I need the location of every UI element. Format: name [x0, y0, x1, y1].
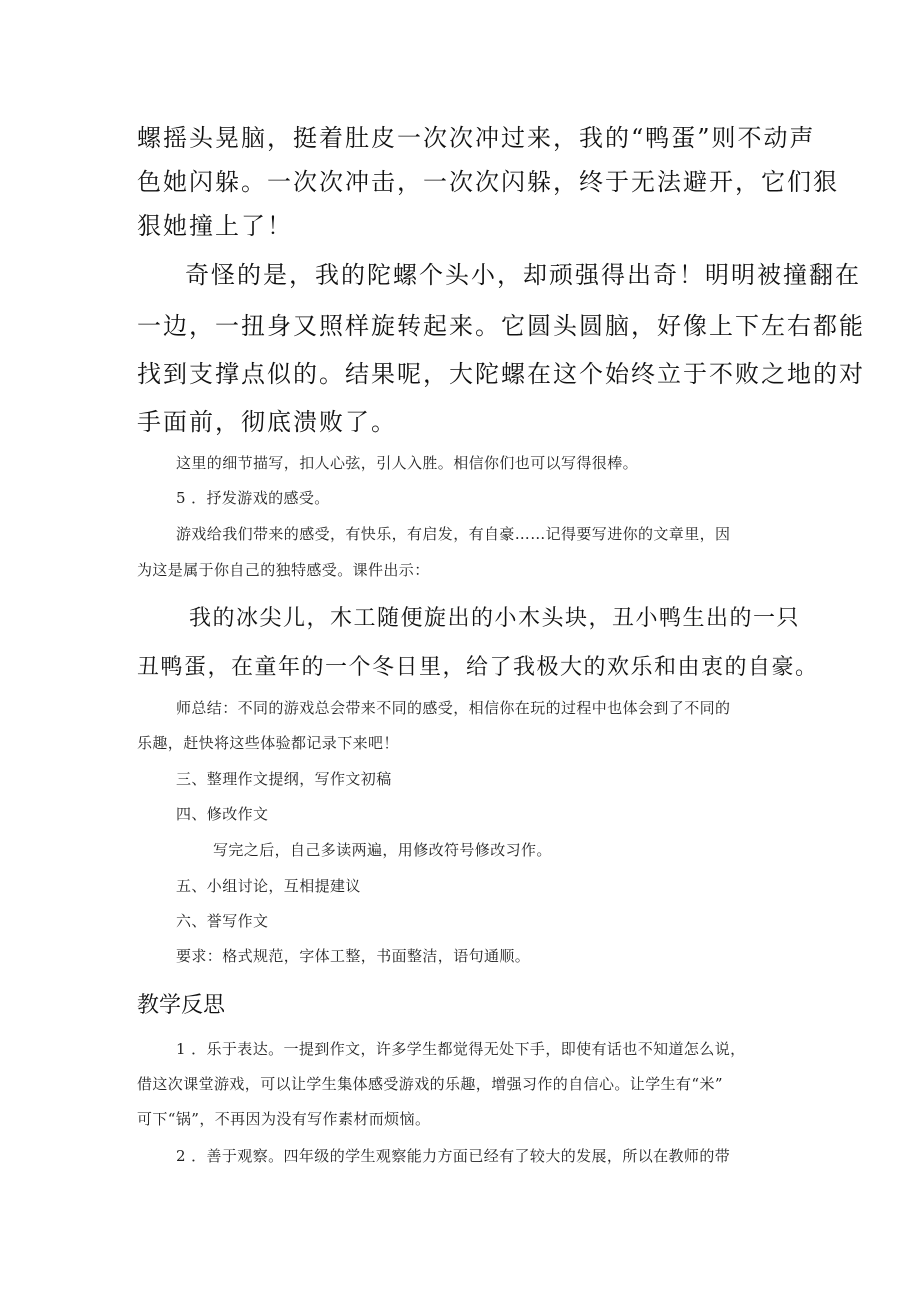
step-5-title: 5 ．抒发游戏的感受。: [176, 489, 330, 507]
excerpt-line: 色她闪躲。一次次冲击，一次次闪躲，终于无法避开，它们狠: [137, 168, 839, 196]
excerpt-line: 找到支撑点似的。结果呢，大陀螺在这个始终立于不败之地的对: [137, 360, 865, 388]
section-3-title: 三、整理作文提纲，写作文初稿: [176, 770, 392, 788]
detail-comment: 这里的细节描写，扣人心弦，引人入胜。相信你们也可以写得很棒。: [176, 454, 639, 472]
section-4-desc: 写完之后，自己多读两遍，用修改符号修改习作。: [213, 841, 552, 859]
reflection-item-1: 可下“锅”，不再因为没有写作素材而烦恼。: [137, 1110, 431, 1128]
excerpt-line: 手面前，彻底溃败了。: [137, 408, 397, 436]
section-5-title: 五、小组讨论，互相提建议: [176, 877, 361, 895]
reflection-item-1: 1 ．乐于表达。一提到作文，许多学生都觉得无处下手，即使有话也不知道怎么说，: [176, 1040, 746, 1058]
reflection-item-2: 2 ．善于观察。四年级的学生观察能力方面已经有了较大的发展，所以在教师的带: [176, 1147, 731, 1165]
teacher-summary: 乐趣，赶快将这些体验都记录下来吧！: [137, 734, 399, 752]
section-6-title: 六、誉写作文: [176, 912, 269, 930]
courseware-quote: 我的冰尖儿，木工随便旋出的小木头块，丑小鸭生出的一只: [189, 606, 801, 631]
step-5-desc: 为这是属于你自己的独特感受。课件出示：: [137, 561, 430, 579]
section-4-title: 四、修改作文: [176, 805, 269, 823]
excerpt-line: 奇怪的是，我的陀螺个头小，却顽强得出奇！明明被撞翻在: [185, 261, 861, 289]
requirement-text: 要求：格式规范，字体工整，书面整洁，语句通顺。: [176, 947, 531, 965]
step-5-desc: 游戏给我们带来的感受，有快乐，有启发，有自豪……记得要写进你的文章里，因: [176, 525, 731, 543]
courseware-quote: 丑鸭蛋，在童年的一个冬日里，给了我极大的欢乐和由衷的自豪。: [137, 655, 819, 680]
reflection-heading: 教学反思: [137, 993, 226, 1018]
reflection-item-1: 借这次课堂游戏，可以让学生集体感受游戏的乐趣，增强习作的自信心。让学生有“米”: [137, 1075, 723, 1093]
teacher-summary: 师总结：不同的游戏总会带来不同的感受，相信你在玩的过程中也体会到了不同的: [176, 699, 731, 717]
excerpt-line: 螺摇头晃脑，挺着肚皮一次次冲过来，我的“鸭蛋”则不动声: [137, 124, 816, 152]
excerpt-line: 一边，一扭身又照样旋转起来。它圆头圆脑，好像上下左右都能: [137, 312, 865, 340]
excerpt-line: 狠她撞上了！: [137, 212, 293, 240]
